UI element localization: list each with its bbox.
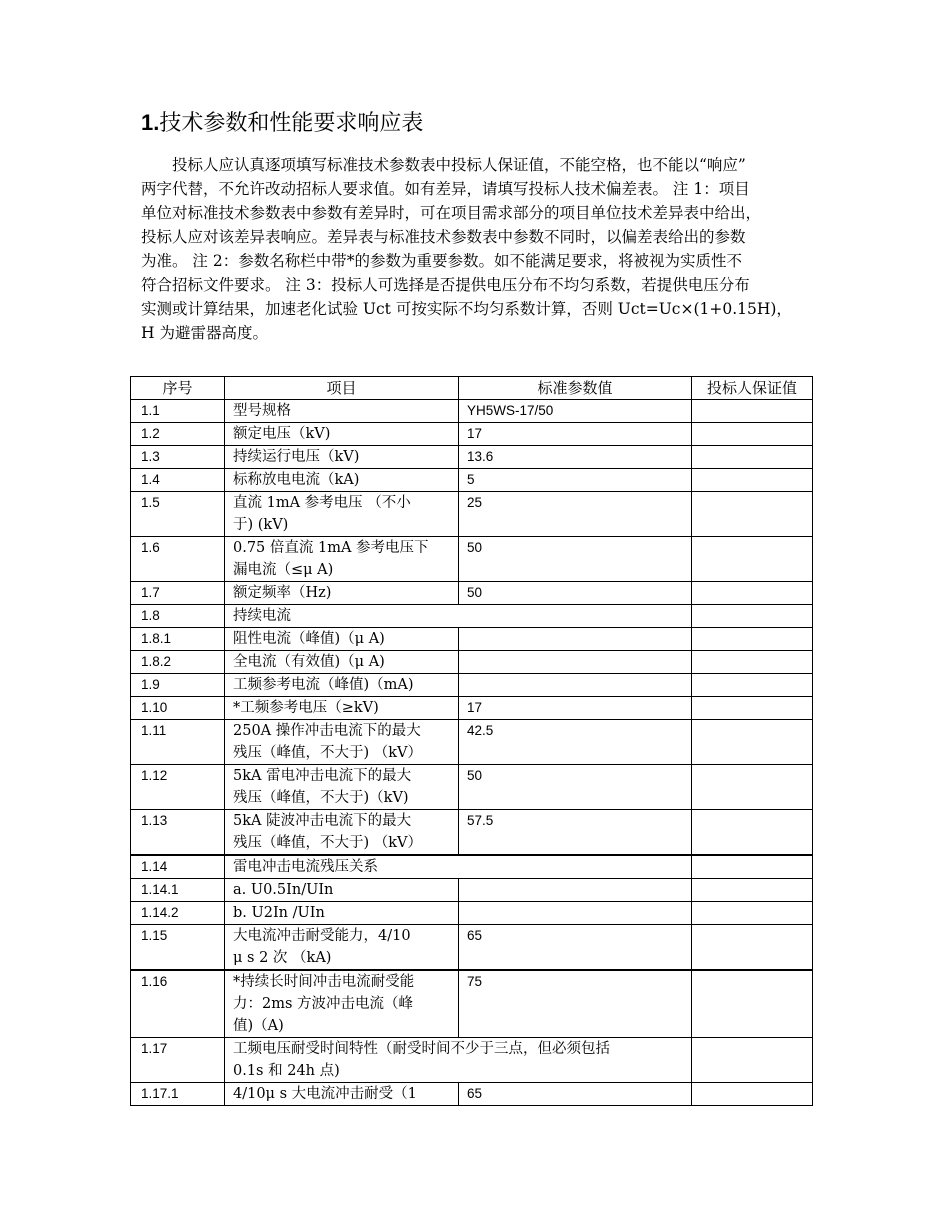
row-bidder-value[interactable] — [692, 1038, 813, 1083]
row-bidder-value[interactable] — [692, 855, 813, 879]
row-standard-value: YH5WS-17/50 — [459, 400, 692, 423]
row-item: 阻性电流（峰值)（μ A) — [225, 628, 459, 651]
table-row — [131, 1038, 813, 1083]
row-item: 雷电冲击电流残压关系 — [225, 855, 692, 879]
table-row — [131, 605, 813, 628]
row-bidder-value[interactable] — [692, 970, 813, 1038]
row-item: 型号规格 — [225, 400, 459, 423]
row-index: 1.2 — [131, 423, 225, 446]
row-index: 1.9 — [131, 674, 225, 697]
table-row — [131, 697, 813, 720]
row-standard-value: 17 — [459, 697, 692, 720]
row-index: 1.11 — [131, 720, 225, 765]
row-item: b. U2In /UIn — [225, 902, 459, 925]
table-row — [131, 537, 813, 582]
table-row — [131, 400, 813, 423]
parameter-table — [130, 376, 813, 1106]
table-row — [131, 720, 813, 765]
row-bidder-value[interactable] — [692, 720, 813, 765]
row-bidder-value[interactable] — [692, 902, 813, 925]
row-item: 全电流（有效值)（μ A) — [225, 651, 459, 674]
row-standard-value — [459, 628, 692, 651]
row-standard-value: 5 — [459, 469, 692, 492]
table-row — [131, 423, 813, 446]
row-index: 1.5 — [131, 492, 225, 537]
row-bidder-value[interactable] — [692, 446, 813, 469]
row-bidder-value[interactable] — [692, 492, 813, 537]
intro-line: 为准。 注 2：参数名称栏中带*的参数为重要参数。如不能满足要求，将被视为实质性不 — [141, 252, 742, 270]
row-index: 1.14 — [131, 855, 225, 879]
row-index: 1.17 — [131, 1038, 225, 1083]
table-row — [131, 902, 813, 925]
row-item: 工频参考电流（峰值)（mA) — [225, 674, 459, 697]
table-row — [131, 855, 813, 879]
row-index: 1.13 — [131, 810, 225, 856]
header-standard-value: 标准参数值 — [459, 377, 692, 400]
row-standard-value: 75 — [459, 970, 692, 1038]
section-heading — [141, 106, 423, 141]
row-item: 250A 操作冲击电流下的最大 残压（峰值，不大于) （kV） — [225, 720, 459, 765]
row-bidder-value[interactable] — [692, 582, 813, 605]
row-index: 1.6 — [131, 537, 225, 582]
row-item: 0.75 倍直流 1mA 参考电压下 漏电流（≤μ A) — [225, 537, 459, 582]
row-bidder-value[interactable] — [692, 537, 813, 582]
header-index: 序号 — [131, 377, 225, 400]
row-bidder-value[interactable] — [692, 879, 813, 902]
row-bidder-value[interactable] — [692, 400, 813, 423]
row-standard-value: 57.5 — [459, 810, 692, 856]
row-standard-value: 65 — [459, 925, 692, 971]
row-item: 工频电压耐受时间特性（耐受时间不少于三点，但必须包括 0.1s 和 24h 点) — [225, 1038, 692, 1083]
row-index: 1.14.1 — [131, 879, 225, 902]
row-bidder-value[interactable] — [692, 651, 813, 674]
row-standard-value: 25 — [459, 492, 692, 537]
table-row — [131, 970, 813, 1038]
row-index: 1.16 — [131, 970, 225, 1038]
table-row — [131, 651, 813, 674]
header-bidder-value: 投标人保证值 — [692, 377, 813, 400]
row-index: 1.8.1 — [131, 628, 225, 651]
row-bidder-value[interactable] — [692, 1083, 813, 1106]
row-bidder-value[interactable] — [692, 697, 813, 720]
row-index: 1.1 — [131, 400, 225, 423]
table-header-row — [131, 377, 813, 400]
row-item: 额定电压（kV) — [225, 423, 459, 446]
row-index: 1.3 — [131, 446, 225, 469]
row-index: 1.10 — [131, 697, 225, 720]
row-item: 标称放电电流（kA) — [225, 469, 459, 492]
intro-line: 实测或计算结果，加速老化试验 Uct 可按实际不均匀系数计算，否则 Uct=Uc×(1+0.15H)， — [141, 300, 792, 318]
table-row — [131, 879, 813, 902]
table-row — [131, 674, 813, 697]
row-bidder-value[interactable] — [692, 469, 813, 492]
row-standard-value: 13.6 — [459, 446, 692, 469]
row-standard-value: 50 — [459, 765, 692, 810]
table-row — [131, 469, 813, 492]
row-item: 5kA 雷电冲击电流下的最大 残压（峰值，不大于)（kV) — [225, 765, 459, 810]
row-standard-value: 50 — [459, 582, 692, 605]
intro-line: 投标人应对该差异表响应。差异表与标准技术参数表中参数不同时，以偏差表给出的参数 — [141, 228, 746, 246]
row-standard-value — [459, 674, 692, 697]
table-row — [131, 925, 813, 971]
row-index: 1.4 — [131, 469, 225, 492]
row-item: *持续长时间冲击电流耐受能 力：2ms 方波冲击电流（峰 值)（A) — [225, 970, 459, 1038]
row-index: 1.7 — [131, 582, 225, 605]
row-bidder-value[interactable] — [692, 674, 813, 697]
row-item: 大电流冲击耐受能力，4/10 μ s 2 次 （kA) — [225, 925, 459, 971]
row-bidder-value[interactable] — [692, 628, 813, 651]
row-index: 1.14.2 — [131, 902, 225, 925]
table-row — [131, 582, 813, 605]
heading-text: 技术参数和性能要求响应表 — [159, 111, 424, 136]
intro-line: 符合招标文件要求。 注 3：投标人可选择是否提供电压分布不均匀系数，若提供电压分布 — [141, 276, 750, 294]
row-item: a. U0.5In/UIn — [225, 879, 459, 902]
row-standard-value — [459, 879, 692, 902]
row-item: 直流 1mA 参考电压 （不小 于) (kV) — [225, 492, 459, 537]
table-row — [131, 765, 813, 810]
row-bidder-value[interactable] — [692, 605, 813, 628]
table-row — [131, 810, 813, 856]
table-row — [131, 1083, 813, 1106]
row-index: 1.8.2 — [131, 651, 225, 674]
table-row — [131, 628, 813, 651]
intro-line: 投标人应认真逐项填写标准技术参数表中投标人保证值，不能空格，也不能以“响应” — [172, 156, 746, 174]
row-index: 1.12 — [131, 765, 225, 810]
intro-line: 单位对标准技术参数表中参数有差异时，可在项目需求部分的项目单位技术差异表中给出， — [141, 204, 762, 222]
row-index: 1.8 — [131, 605, 225, 628]
table-row — [131, 446, 813, 469]
table-row — [131, 492, 813, 537]
row-index: 1.17.1 — [131, 1083, 225, 1106]
row-standard-value — [459, 902, 692, 925]
row-item: 4/10μ s 大电流冲击耐受（1 — [225, 1083, 459, 1106]
row-bidder-value[interactable] — [692, 765, 813, 810]
header-item: 项目 — [225, 377, 459, 400]
row-item: 额定频率（Hz) — [225, 582, 459, 605]
row-standard-value — [459, 651, 692, 674]
row-bidder-value[interactable] — [692, 925, 813, 971]
row-bidder-value[interactable] — [692, 810, 813, 856]
intro-line: 两字代替，不允许改动招标人要求值。如有差异，请填写投标人技术偏差表。 注 1：项目 — [141, 180, 750, 198]
row-standard-value: 50 — [459, 537, 692, 582]
row-item: 5kA 陡波冲击电流下的最大 残压（峰值，不大于) （kV） — [225, 810, 459, 856]
intro-line: H 为避雷器高度。 — [141, 324, 268, 342]
intro-paragraph — [141, 153, 841, 345]
row-standard-value: 17 — [459, 423, 692, 446]
row-item: 持续电流 — [225, 605, 692, 628]
row-index: 1.15 — [131, 925, 225, 971]
row-bidder-value[interactable] — [692, 423, 813, 446]
row-item: 持续运行电压（kV) — [225, 446, 459, 469]
row-standard-value: 42.5 — [459, 720, 692, 765]
heading-number: 1. — [141, 110, 160, 135]
row-standard-value: 65 — [459, 1083, 692, 1106]
row-item: *工频参考电压（≥kV) — [225, 697, 459, 720]
table-body — [131, 400, 813, 1106]
